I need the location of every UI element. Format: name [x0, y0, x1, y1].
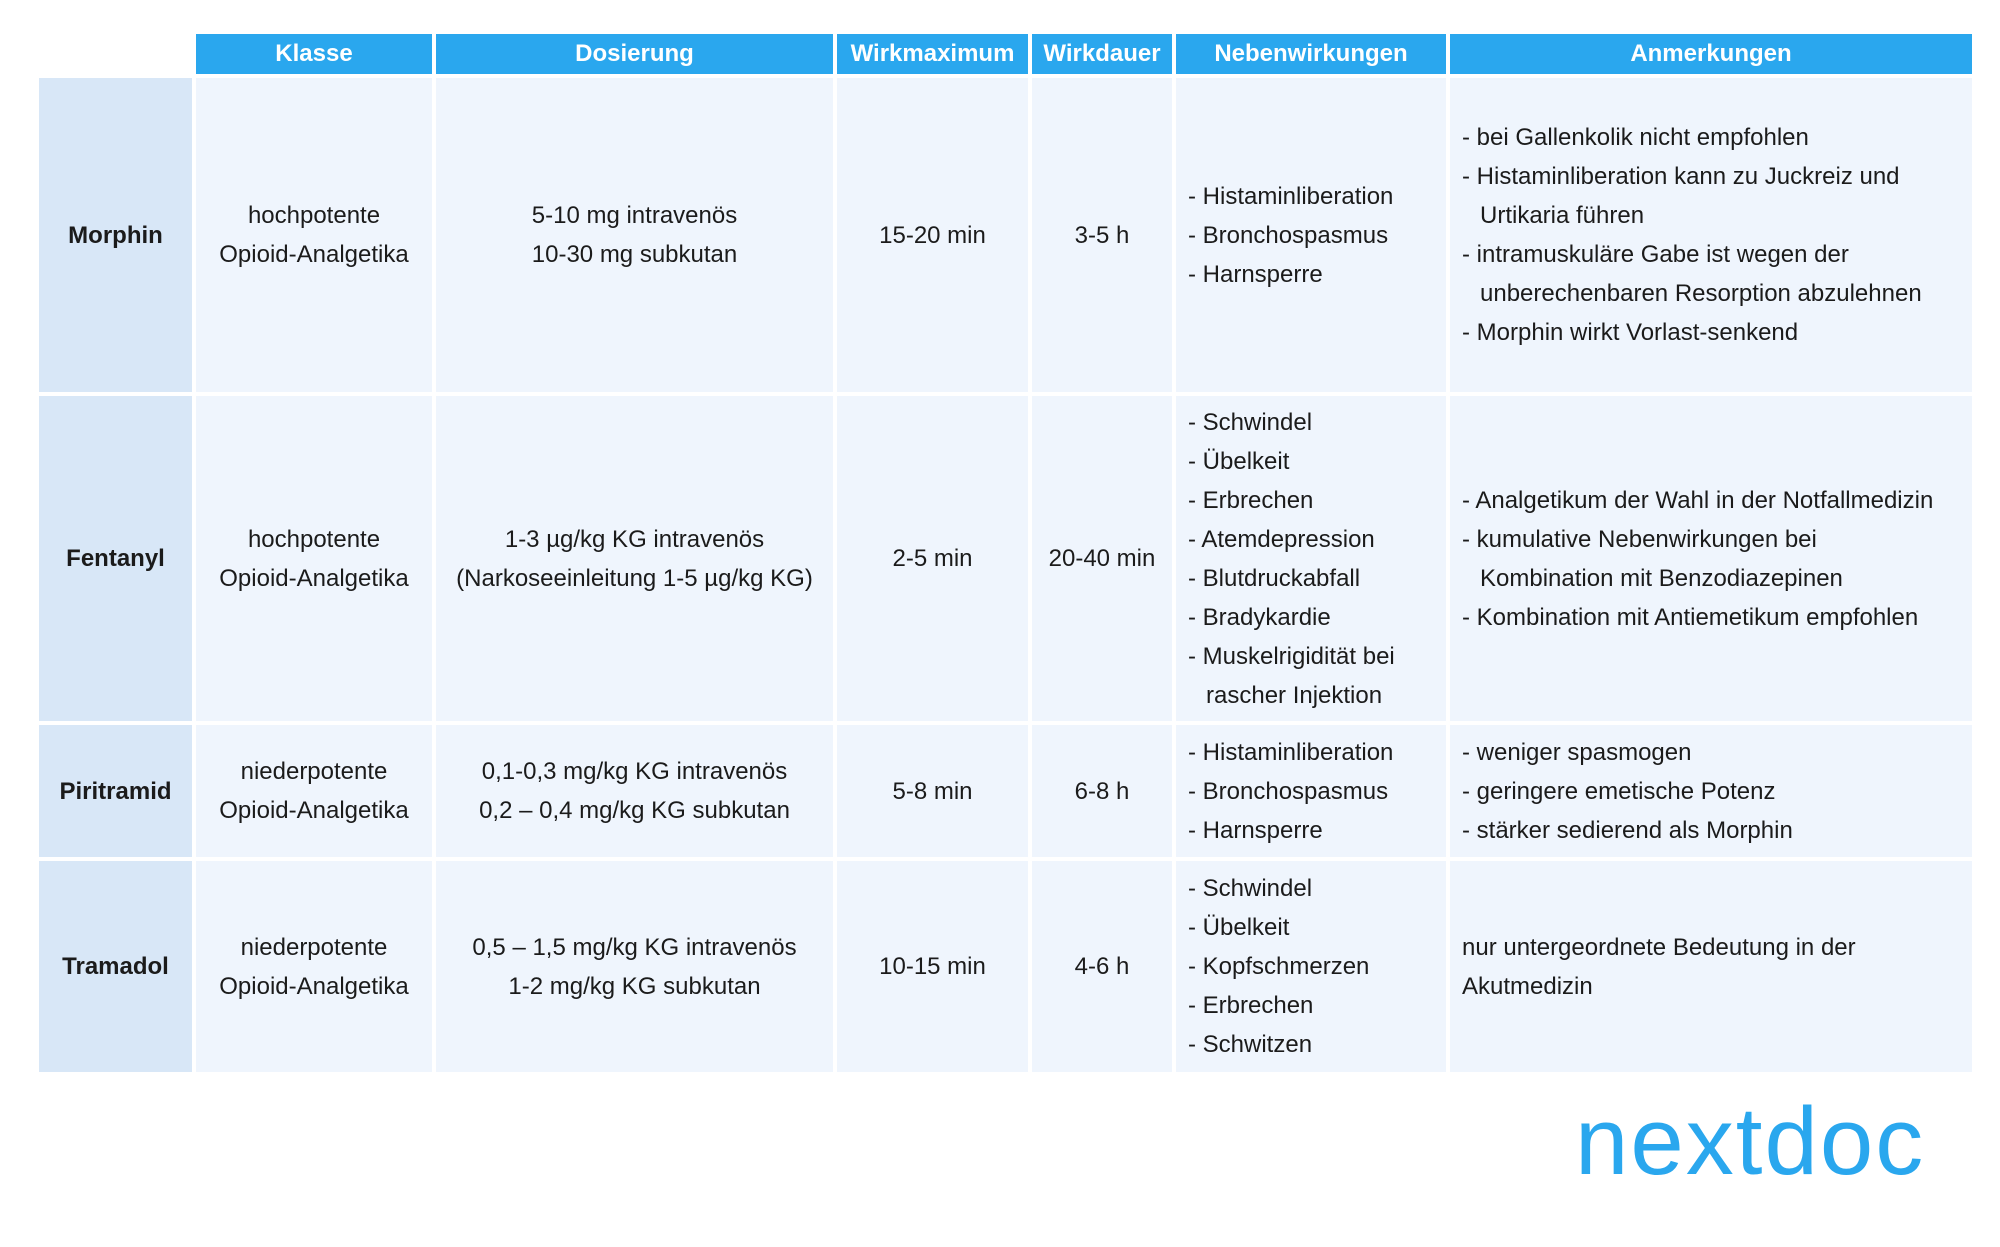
anmerkung-item: - stärker sedierend als Morphin: [1462, 816, 1793, 844]
anmerkungen-cell: [1450, 725, 1972, 857]
anmerkung-item: - Kombination mit Antiemetikum empfohlen: [1462, 603, 1919, 631]
dosierung-line: 1-2 mg/kg KG subkutan: [508, 972, 761, 1000]
anmerkung-item: nur untergeordnete Bedeutung in der: [1462, 933, 1856, 961]
anmerkungen-cell: [1450, 861, 1972, 1072]
nebenwirkung-item: - Bronchospasmus: [1188, 221, 1389, 249]
nebenwirkungen-cell: [1176, 396, 1446, 721]
dosierung-line: 0,5 – 1,5 mg/kg KG intravenös: [472, 933, 797, 961]
nebenwirkung-item: rascher Injektion: [1206, 681, 1383, 709]
nebenwirkung-item: - Histaminliberation: [1188, 738, 1394, 766]
dosierung-cell: [436, 861, 833, 1072]
anmerkung-item: - kumulative Nebenwirkungen bei: [1462, 525, 1817, 553]
nextdoc-logo-text: nextdoc: [1575, 1096, 1926, 1192]
nebenwirkung-item: - Bradykardie: [1188, 603, 1331, 631]
dosierung-line: 1-3 µg/kg KG intravenös: [504, 525, 765, 553]
klasse-line: hochpotente: [247, 202, 381, 229]
nebenwirkung-item: - Erbrechen: [1188, 992, 1314, 1019]
nebenwirkungen-cell: [1176, 725, 1446, 857]
table-row-morphin: [39, 78, 1972, 392]
dosierung-line: 0,2 – 0,4 mg/kg KG subkutan: [479, 797, 790, 824]
dosierung-line: (Narkoseeinleitung 1-5 µg/kg KG): [456, 564, 813, 592]
nebenwirkung-item: - Blutdruckabfall: [1188, 564, 1361, 592]
anmerkung-item: - Analgetikum der Wahl in der Notfallmedizin: [1462, 486, 1934, 514]
nebenwirkung-item: - Übelkeit: [1188, 447, 1290, 475]
drug-name-cell: Morphin: [39, 78, 192, 392]
header-anmerkungen: Anmerkungen: [1450, 34, 1972, 74]
opioid-table: [35, 30, 1976, 1076]
wirkmaximum-cell: 10-15 min: [837, 861, 1028, 1072]
anmerkung-item: - Histaminliberation kann zu Juckreiz und: [1462, 163, 1900, 190]
wirkdauer-cell: 20-40 min: [1032, 396, 1172, 721]
wirkdauer-cell: 3-5 h: [1032, 78, 1172, 392]
klasse-line: Opioid-Analgetika: [219, 241, 409, 268]
anmerkung-item: Kombination mit Benzodiazepinen: [1480, 564, 1843, 592]
klasse-line: Opioid-Analgetika: [219, 972, 409, 1000]
klasse-cell: [196, 861, 432, 1072]
table-row-tramadol: [39, 861, 1972, 1072]
anmerkung-item: - bei Gallenkolik nicht empfohlen: [1462, 124, 1809, 151]
klasse-cell: [196, 396, 432, 721]
anmerkung-item: Akutmedizin: [1462, 972, 1593, 1000]
klasse-line: niederpotente: [240, 758, 388, 785]
anmerkung-item: unberechenbaren Resorption abzulehnen: [1480, 280, 1922, 307]
nebenwirkungen-cell: [1176, 861, 1446, 1072]
klasse-line: hochpotente: [247, 525, 381, 553]
nebenwirkung-item: - Muskelrigidität bei: [1188, 642, 1395, 670]
wirkmaximum-cell: 2-5 min: [837, 396, 1028, 721]
dosierung-line: 5-10 mg intravenös: [531, 202, 738, 229]
nebenwirkung-item: - Histaminliberation: [1188, 182, 1394, 210]
header-dosierung: Dosierung: [436, 34, 833, 74]
dosierung-cell: [436, 396, 833, 721]
klasse-cell: [196, 78, 432, 392]
nebenwirkung-item: - Schwindel: [1188, 875, 1313, 902]
header-nebenwirkungen: Nebenwirkungen: [1176, 34, 1446, 74]
anmerkung-item: Urtikaria führen: [1480, 202, 1645, 229]
nebenwirkung-item: - Harnsperre: [1188, 260, 1323, 288]
header-corner: [39, 34, 192, 74]
anmerkung-item: - weniger spasmogen: [1462, 738, 1692, 766]
klasse-line: Opioid-Analgetika: [219, 797, 409, 824]
wirkmaximum-cell: 5-8 min: [837, 725, 1028, 857]
drug-name-cell: Tramadol: [39, 861, 192, 1072]
anmerkung-item: - intramuskuläre Gabe ist wegen der: [1462, 241, 1849, 268]
klasse-line: Opioid-Analgetika: [219, 564, 409, 592]
anmerkungen-cell: [1450, 396, 1972, 721]
header-klasse: Klasse: [196, 34, 432, 74]
nextdoc-logo: [1575, 1089, 1955, 1199]
nebenwirkung-item: - Kopfschmerzen: [1188, 953, 1370, 980]
nebenwirkung-item: - Bronchospasmus: [1188, 777, 1389, 805]
dosierung-cell: [436, 725, 833, 857]
nebenwirkung-item: - Übelkeit: [1188, 914, 1290, 941]
header-wirkmaximum: Wirkmaximum: [837, 34, 1028, 74]
table-row-piritramid: [39, 725, 1972, 857]
header-row: [39, 34, 1972, 74]
nebenwirkung-item: - Erbrechen: [1188, 486, 1314, 514]
nebenwirkung-item: - Schwindel: [1188, 408, 1313, 436]
header-wirkdauer: Wirkdauer: [1032, 34, 1172, 74]
wirkdauer-cell: 4-6 h: [1032, 861, 1172, 1072]
dosierung-line: 0,1-0,3 mg/kg KG intravenös: [481, 758, 788, 785]
nebenwirkung-item: - Harnsperre: [1188, 816, 1323, 844]
anmerkung-item: - geringere emetische Potenz: [1462, 777, 1776, 805]
dosierung-line: 10-30 mg subkutan: [531, 241, 738, 268]
nebenwirkung-item: - Atemdepression: [1188, 525, 1375, 553]
nebenwirkungen-cell: [1176, 78, 1446, 392]
klasse-cell: [196, 725, 432, 857]
wirkmaximum-cell: 15-20 min: [837, 78, 1028, 392]
anmerkung-item: - Morphin wirkt Vorlast-senkend: [1462, 319, 1799, 346]
nebenwirkung-item: - Schwitzen: [1188, 1031, 1313, 1058]
wirkdauer-cell: 6-8 h: [1032, 725, 1172, 857]
nextdoc-logo-mark: [1575, 1096, 1955, 1192]
dosierung-cell: [436, 78, 833, 392]
table-row-fentanyl: [39, 396, 1972, 721]
drug-name-cell: Fentanyl: [39, 396, 192, 721]
drug-name-cell: Piritramid: [39, 725, 192, 857]
anmerkungen-cell: [1450, 78, 1972, 392]
klasse-line: niederpotente: [240, 933, 388, 961]
